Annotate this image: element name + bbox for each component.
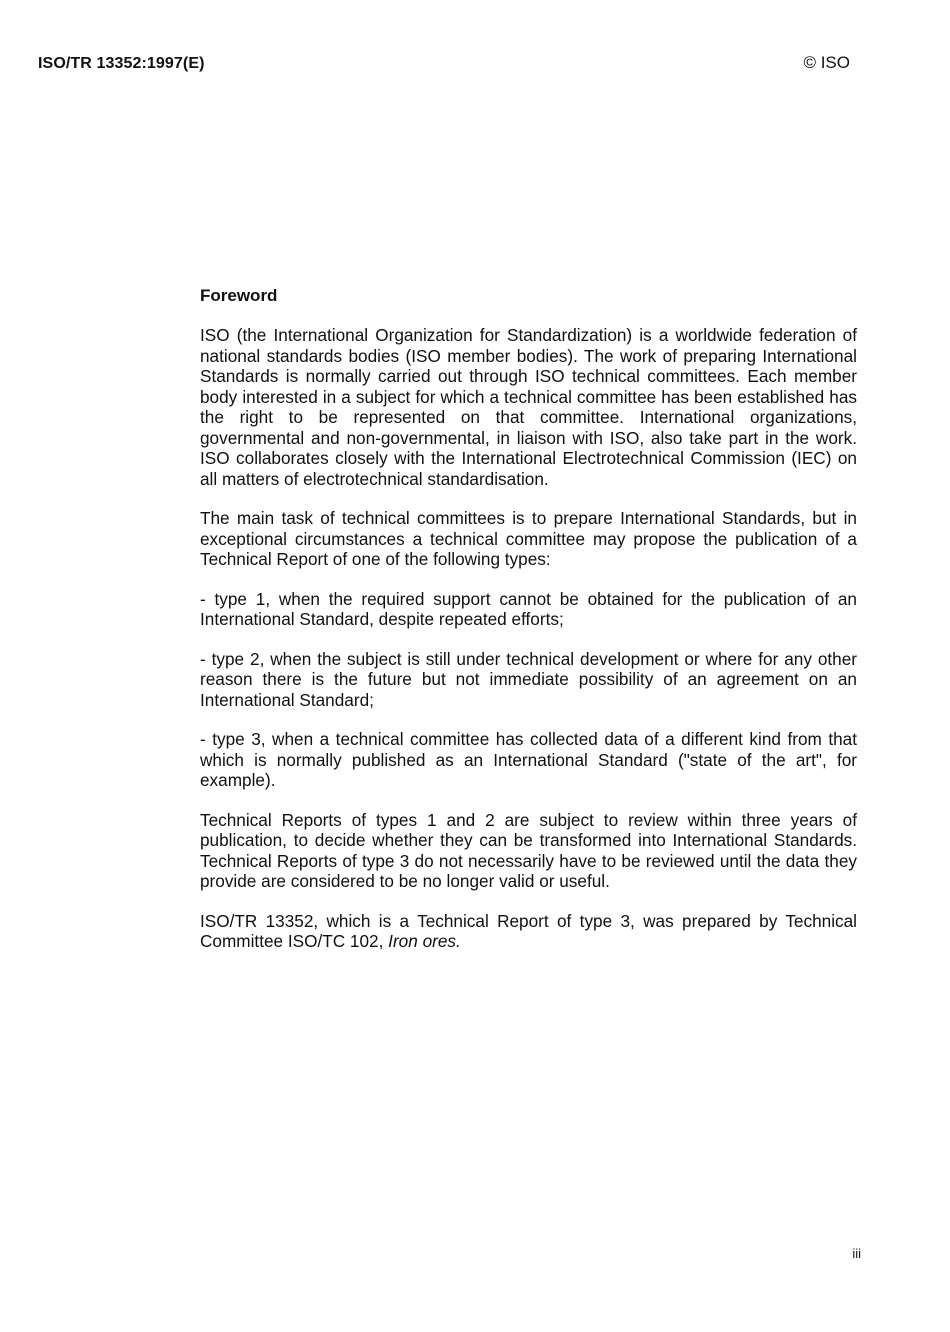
foreword-paragraph: The main task of technical committees is to prepare International Standards, but in exceptional circumstances a technical committee may propose the publication of a Technical Report of one of the following types: — [200, 508, 857, 569]
document-identifier: ISO/TR 13352:1997(E) — [38, 55, 205, 72]
foreword-paragraph: ISO (the International Organization for Standardization) is a worldwide federation of national standards bodies (ISO member bodies). The work of preparing International Standards is normally carried out through ISO technical committees. Each member body interested in a subject for which a technical committee has been established has the right to be represented on that committee. International organizations, governmental and non-governmental, in liaison with ISO, also take part in the work. ISO collaborates closely with the International Electrotechnical Commission (IEC) on all matters of electrotechnical standardisation. — [200, 325, 857, 489]
foreword-paragraph: - type 2, when the subject is still under technical development or where for any other reason there is the future but not immediate possibility of an agreement on an International Standard; — [200, 648, 857, 710]
page-number: iii — [852, 1246, 861, 1261]
foreword-paragraph: Technical Reports of types 1 and 2 are subject to review within three years of publication, to decide whether they can be transformed into International Standards. Technical Reports of type 3 do not necessarily have to be reviewed until the data they provide are considered to be no longer valid or useful. — [200, 809, 857, 891]
committee-name: Iron ores. — [388, 931, 461, 951]
foreword-final-paragraph — [200, 911, 857, 952]
copyright-notice: © ISO — [803, 53, 850, 72]
foreword-paragraph: - type 3, when a technical committee has collected data of a different kind from that which is normally published as an International Standard ("state of the art", for example). — [200, 729, 857, 790]
foreword-title: Foreword — [200, 286, 278, 305]
foreword-section — [200, 286, 857, 971]
foreword-paragraph: - type 1, when the required support cannot be obtained for the publication of an International Standard, despite repeated efforts; — [200, 588, 857, 629]
final-paragraph-text: ISO/TR 13352, which is a Technical Report of type 3, was prepared by Technical Committee ISO/TC 102, — [200, 910, 857, 951]
